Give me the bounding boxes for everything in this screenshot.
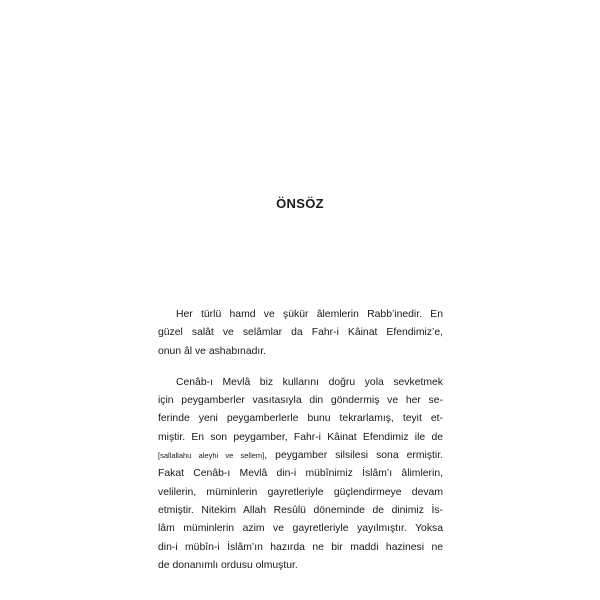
- preface-body: [158, 306, 443, 575]
- text-line: din-i mübîn-i İslâm’ın hazırda ne bir maddi hazinesi ne: [158, 541, 443, 553]
- paragraph-1: [158, 306, 443, 361]
- honorific-text: [sallallahu aleyhi ve sellem]: [158, 451, 265, 461]
- page-heading: ÖNSÖZ: [276, 196, 324, 211]
- text-line: Her türlü hamd ve şükür âlemlerin Rabb’inedir. En: [176, 309, 443, 320]
- text-line: güzel salât ve selâmlar da Fahr-i Kâinat Efendimiz’e,: [158, 327, 443, 339]
- text-line: etmiştir. Nitekim Allah Resûlü döneminde de dinimiz İs-: [158, 504, 443, 516]
- paragraph-2: [158, 374, 443, 575]
- text-line: için peygamberler vasıtasıyla din göndermiş ve her se-: [158, 395, 443, 407]
- text-line-honorific: [158, 447, 443, 465]
- honorific-tail-text: , peygamber silsilesi sona ermiştir.: [264, 450, 443, 462]
- text-line: onun âl ve ashabınadır.: [158, 345, 267, 357]
- text-line: Cenâb-ı Mevlâ biz kullarını doğru yola sevketmek: [176, 376, 443, 388]
- text-line: ferinde yeni peygamberlerle bunu tekrarlamış, teyit et-: [158, 413, 443, 425]
- text-line: lâm müminlerin azim ve gayretleriyle yayılmıştır. Yoksa: [158, 523, 443, 535]
- text-line: Fakat Cenâb-ı Mevlâ din-i mübînimiz İslâm’ı âlimlerin,: [158, 468, 443, 480]
- text-line: de donanımlı ordusu olmuştur.: [158, 559, 298, 571]
- text-line: velilerin, müminlerin gayretleriyle güçlendirmeye devam: [158, 486, 443, 498]
- text-line: miştir. En son peygamber, Fahr-i Kâinat Efendimiz ile de: [158, 431, 443, 443]
